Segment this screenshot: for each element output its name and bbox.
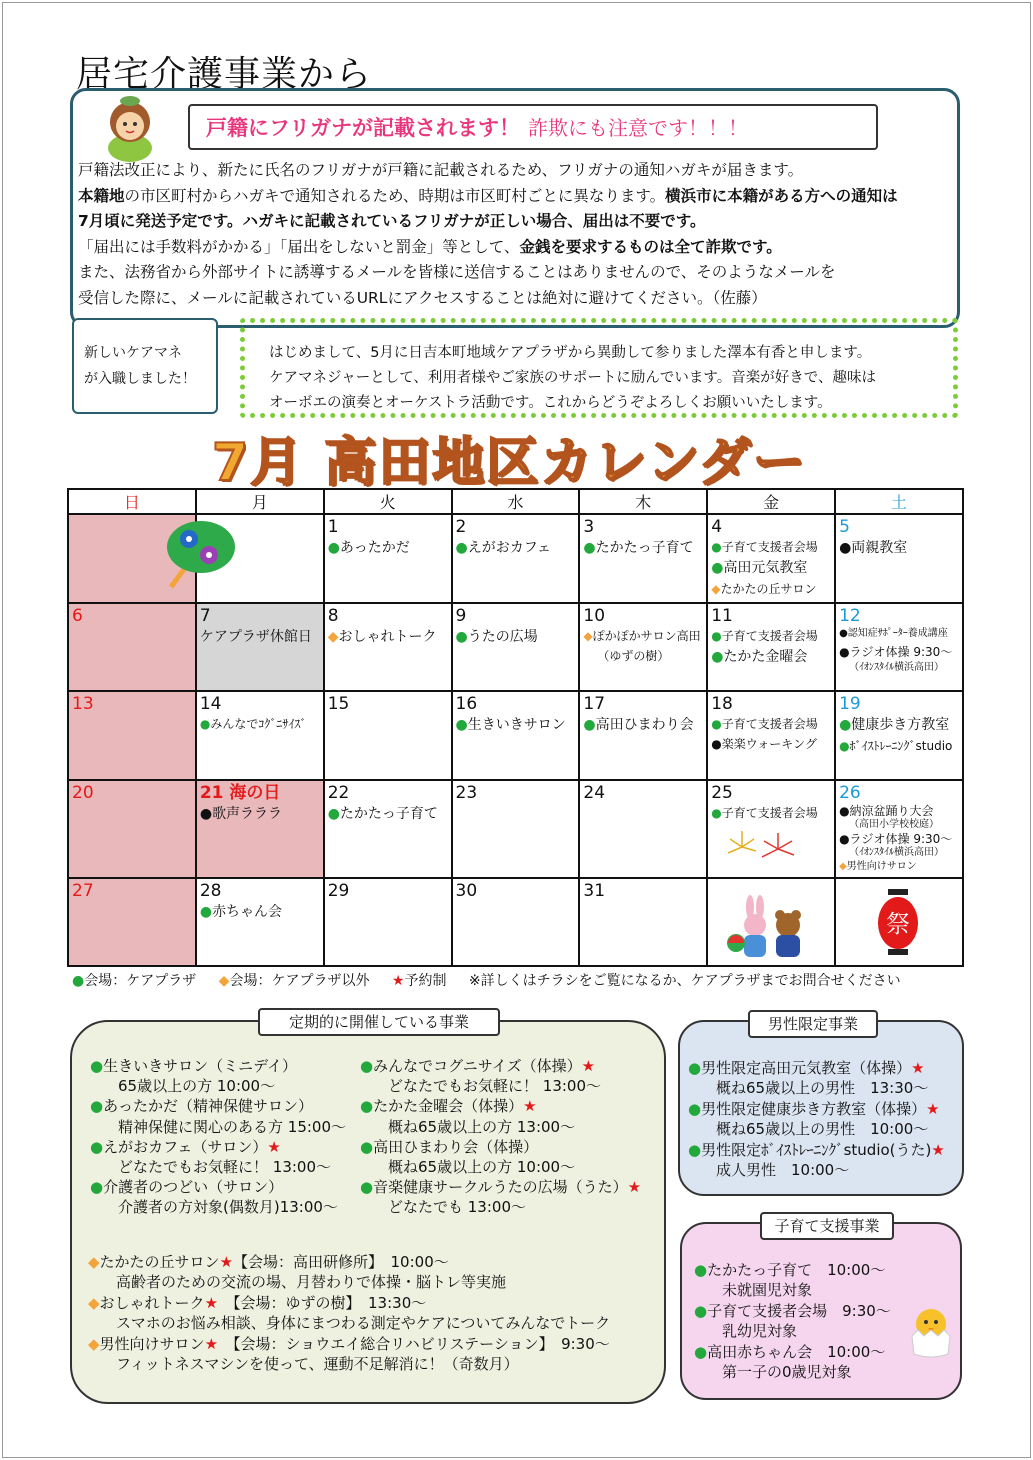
day-number: 9 [455,605,467,626]
program-item: ●高田赤ちゃん会 10:00～ [694,1342,886,1361]
day-number: 6 [72,605,83,626]
banner-main-text: 戸籍にフリガナが記載されます！ [206,116,520,140]
week-row [68,878,963,967]
day-cell [835,691,963,780]
weekday-header [68,489,963,514]
event: ●納涼盆踊り大会 [839,803,934,818]
day-number: 8 [327,605,339,626]
day-cell [579,691,707,780]
program-item: ●高田ひまわり会（体操） [360,1137,539,1156]
section-title: 居宅介護事業から [76,54,373,95]
fireworks-icon [722,827,802,867]
day-number: 13 [72,694,94,715]
regular-programs-label: 定期的に開催している事業 [258,1008,500,1036]
week-row [68,514,963,603]
weekday-sun: 日 [68,489,196,514]
weekday-fri: 金 [707,489,835,514]
event: ◆ぽかぽかサロン高田 [583,628,701,643]
program-item: ◆たかたの丘サロン★【会場：高田研修所】 10:00～ [88,1253,449,1271]
weekday-sat: 土 [835,489,963,514]
week-row [68,780,963,878]
notice-text [78,158,958,311]
event: ●たかたっ子育て [583,540,694,556]
program-item: ●たかたっ子育て 10:00～ [694,1261,886,1279]
event: ●高田ひまわり会 [583,717,694,734]
event: ●子育て支援者会場 [711,805,818,820]
day-number: 3 [583,517,595,537]
regular-col-b: ●みんなでコグニサイズ（体操）★ どなたでもお気軽に！ 13:00～ ●たかた金曜会（体操）★ 概ね65歳以上の方 13:00～ ●高田ひまわり会（体操） 概ね65歳以上の方 10:00～ ●音楽健康サークルうたの広場（うた）★ どなたでも 13:00～ [360,1057,642,1217]
event: ●子育て支援者会場 [711,628,818,643]
program-item: ●みんなでコグニサイズ（体操）★ [360,1057,596,1075]
day-number: 29 [327,880,350,901]
notice-line: 戸籍法改正により、新たに氏名のフリガナが戸籍に記載されるため、フリガナの通知ハガキが届きます。 [78,161,804,179]
day-number: 24 [583,782,606,803]
day-cell [579,780,707,878]
event-note: （高田小学校校庭） [849,818,940,830]
day-cell [579,514,707,603]
day-cell [324,603,452,692]
greeting-line: ケアマネジャーとして、利用者様やご家族のサポートに励んでいます。音楽が好きで、趣味は [269,370,876,386]
day-cell [835,603,963,692]
event: ●両親教室 [839,540,908,556]
greeting-line: はじめまして、5月に日吉本町地域ケアプラザから異動して参りました澤本有香と申します。 [269,345,872,361]
day-number: 11 [711,605,733,626]
notice-line: 7月頃に発送予定です。ハガキに記載されているフリガナが正しい場合、届出は不要です。 [78,212,706,230]
event: ●たかたっ子育て [327,805,438,822]
day-number: 10 [583,605,606,626]
day-cell [324,514,452,603]
day-cell [196,603,324,692]
day-cell [196,878,324,967]
event: ●うたの広場 [455,628,538,645]
legend-note: ※詳しくはチラシをご覧になるか、ケアプラザまでお問合せください [468,973,901,989]
day-cell [196,691,324,780]
day-number: 1 [327,517,339,537]
day-cell [579,878,707,967]
day-number: 12 [839,605,861,626]
program-item: ●介護者のつどい（サロン） [90,1178,284,1197]
day-cell [452,603,580,692]
day-cell [68,780,196,878]
notice-line: 「届出には手数料がかかる」「届出をしないと罰金」等として、金銭を要求するものは全て詐欺です。 [78,237,782,256]
legend-orange: 会場：ケアプラザ以外 [229,973,370,989]
day-cell-empty [68,514,196,603]
event: ●あったかだ [327,540,410,556]
day-number: 19 [839,694,861,715]
program-item: ●たかた金曜会（体操）★ [360,1097,537,1116]
day-number: 15 [327,694,350,715]
day-number: 5 [839,517,850,537]
program-item: ●男性限定高田元気教室（体操）★ [688,1059,925,1077]
day-number: 20 [72,782,94,803]
day-number: 28 [199,880,222,901]
event-note: （ｲｵﾝｽﾀｲﾙ横浜高田） [849,661,945,673]
day-cell [324,878,452,967]
regular-col-a: ●生きいきサロン（ミニデイ） 65歳以上の方 10:00～ ●あったかだ（精神保健サロン） 精神保健に関心のある方 15:00～ ●えがおカフェ（サロン）★ どなたでもお気軽に！ 13:00～ ●介護者のつどい（サロン） 介護者の方対象(偶数月)13:00～ [90,1057,346,1217]
day-cell [452,514,580,603]
day-number: 22 [327,782,350,803]
day-number: 14 [199,694,222,715]
program-item: ●音楽健康サークルうたの広場（うた）★ [360,1178,642,1197]
event: ●子育て支援者会場 [711,717,818,732]
event: ●認知症ｻﾎﾟｰﾀｰ養成講座 [839,627,948,639]
event: ●たかた金曜会 [711,648,808,665]
weekday-thu: 木 [579,489,707,514]
day-number: 18 [711,694,733,715]
week-row [68,603,963,692]
male-programs-list: ●男性限定高田元気教室（体操）★ 概ね65歳以上の男性 13:30～ ●男性限定健康歩き方教室（体操）★ 概ね65歳以上の男性 10:00～ ●男性限定ﾎﾞｲｽﾄﾚｰﾆﾝｸﾞstudio(うた)★ 成人男性 10:00～ [688,1059,945,1180]
program-item: ●男性限定ﾎﾞｲｽﾄﾚｰﾆﾝｸﾞstudio(うた)★ [688,1140,945,1159]
program-item: ●あったかだ（精神保健サロン） [90,1097,313,1116]
greeting-box [240,318,958,418]
day-number: 21 海の日 [199,782,281,803]
program-item: ●子育て支援者会場 9:30～ [694,1301,891,1320]
event: ●歌声ラララ [199,805,283,822]
legend-red: 予約制 [404,973,447,989]
day-cell [68,603,196,692]
event: ●子育て支援者会場 [711,540,818,554]
rabbit-bear-festival-icon [722,893,812,963]
day-cell [68,691,196,780]
program-item: ●生きいきサロン（ミニデイ） [90,1057,298,1075]
regular-col-c: ◆たかたの丘サロン★【会場：高田研修所】 10:00～ 高齢者のための交流の場、月替わりで体操・脳トレ等実施 ◆おしゃれトーク★ 【会場：ゆずの樹】 13:30～ スマホのお悩み相談、身体にまつわる測定やケアについてみんなでトーク ◆男性向けサロン★ 【会場：ショウエイ総合リハビリステーション】 9:30～ フィットネスマシンを使って、運動不足解消に！（奇数月） [88,1253,611,1374]
day-cell [452,878,580,967]
event: ●楽楽ウォーキング [711,737,817,752]
day-cell [707,603,835,692]
greeting-line: オーボエの演奏とオーケストラ活動です。これからどうぞよろしくお願いいたします。 [269,395,832,411]
event-note: （ｲｵﾝｽﾀｲﾙ横浜高田） [849,846,945,858]
chick-icon [908,1298,954,1358]
program-item: ●男性限定健康歩き方教室（体操）★ [688,1099,940,1118]
program-item: ◆男性向けサロン★ 【会場：ショウエイ総合リハビリステーション】 9:30～ [88,1334,610,1353]
day-cell [324,691,452,780]
weekday-mon: 月 [196,489,324,514]
day-number: 17 [583,694,606,715]
weekday-wed: 水 [452,489,580,514]
event: ●高田元気教室 [711,560,808,576]
festival-lantern-icon [876,887,920,959]
banner-sub-text: 詐欺にも注意です！！！ [527,116,748,140]
day-number: 25 [711,782,733,803]
event: ●赤ちゃん会 [199,903,283,920]
weekday-tue: 火 [324,489,452,514]
lantern-char: 祭 [886,909,911,938]
day-cell [452,691,580,780]
day-number: 31 [583,880,606,901]
event: ◆たかたの丘サロン [711,582,817,596]
day-cell-empty [835,878,963,967]
day-cell [835,514,963,603]
event: （ゆずの樹） [597,648,670,663]
child-support-label: 子育て支援事業 [760,1212,894,1240]
legend-green: 会場：ケアプラザ [84,973,197,989]
day-number: 26 [839,782,861,803]
day-cell-empty [196,514,324,603]
event: ●ラジオ体操 9:30～ [839,831,953,846]
week-row [68,691,963,780]
calendar-table [67,488,964,967]
new-caremanager-label: 新しいケアマネ が入職しました！ [72,318,218,414]
notice-banner [188,104,878,150]
event: ●生きいきサロン [455,717,566,734]
day-number: 27 [72,880,94,901]
day-number: 4 [711,517,723,537]
event: ●みんなでｺｸﾞﾆｻｲｽﾞ [199,717,307,732]
notice-line: 受信した際に、メールに記載されているURLにアクセスすることは絶対に避けてください。（佐藤） [78,288,767,307]
day-cell-holiday [196,780,324,878]
day-number: 16 [455,694,478,715]
day-cell [452,780,580,878]
day-cell [579,603,707,692]
event: ◆おしゃれトーク [327,628,437,645]
event: ◆男性向けサロン [839,860,917,872]
mascot-girl-icon [98,92,162,164]
day-number: 23 [455,782,478,803]
event: ●えがおカフェ [455,540,552,556]
program-item: ◆おしゃれトーク★ 【会場：ゆずの樹】 13:30～ [88,1293,427,1312]
day-cell [835,780,963,878]
event: ケアプラザ休館日 [199,628,312,645]
day-number: 7 [199,605,211,626]
notice-line: 本籍地の市区町村からハガキで通知されるため、時期は市区町村ごとに異なります。横浜市に本籍がある方への通知は [78,186,898,205]
program-item: ●えがおカフェ（サロン）★ [90,1137,281,1156]
day-cell [68,878,196,967]
day-cell-empty [707,878,835,967]
calendar-title: 7月 高田地区カレンダー [212,433,807,493]
event: ●健康歩き方教室 [839,717,950,734]
child-support-list: ●たかたっ子育て 10:00～ 未就園児対象 ●子育て支援者会場 9:30～ 乳幼児対象 ●高田赤ちゃん会 10:00～ 第一子の0歳児対象 [694,1261,891,1382]
day-cell [707,514,835,603]
male-programs-label: 男性限定事業 [748,1010,878,1038]
day-number: 30 [455,880,478,901]
day-number: 2 [455,517,467,537]
calendar-legend: ●会場：ケアプラザ ◆会場：ケアプラザ以外 ★予約制 ※詳しくはチラシをご覧になるか、ケアプラザまでお問合せください [72,973,901,989]
notice-line: また、法務省から外部サイトに誘導するメールを皆様に送信することはありませんので、そのようなメールを [78,263,836,281]
day-cell [324,780,452,878]
day-cell [707,780,835,878]
event: ●ラジオ体操 9:30～ [839,644,953,659]
event: ●ﾎﾞｲｽﾄﾚｰﾆﾝｸﾞstudio [839,739,953,754]
day-cell [707,691,835,780]
